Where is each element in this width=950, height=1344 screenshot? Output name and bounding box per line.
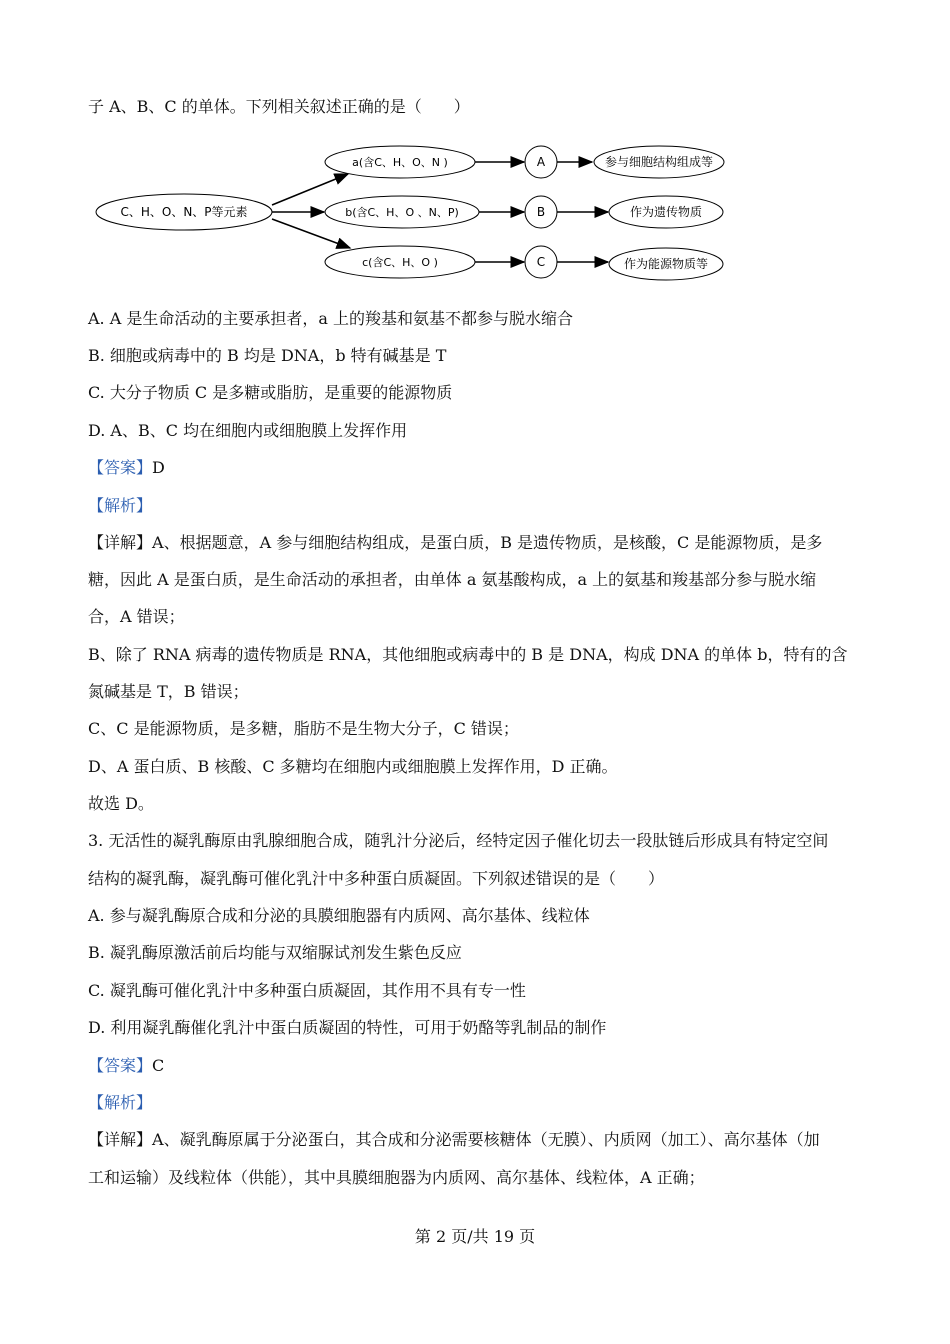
q3-option-d: D. 利用凝乳酶催化乳汁中蛋白质凝固的特性，可用于奶酪等乳制品的制作 [88, 1018, 607, 1037]
q2-detail-line-3: 合，A 错误； [88, 607, 185, 626]
polymer-B-label: B [536, 205, 546, 219]
elements-label: C、H、O、N、P等元素 [120, 205, 248, 219]
function-B-label: 作为遗传物质 [629, 205, 703, 219]
q2-option-b: B. 细胞或病毒中的 B 均是 DNA，b 特有碱基是 T [88, 346, 447, 365]
q2-answer [88, 457, 165, 479]
q3-analysis-label: 【解析】 [88, 1093, 153, 1112]
detail-text: A、凝乳酶原属于分泌蛋白，其合成和分泌需要核糖体（无膜）、内质网（加工）、高尔基体（加 [152, 1130, 820, 1149]
q2-detail-line-8: 故选 D。 [88, 794, 154, 813]
detail-label: 【详解】 [88, 533, 153, 552]
question-intro: 子 A、B、C 的单体。下列相关叙述正确的是（ ） [88, 97, 470, 116]
q2-detail-line-4: B、除了 RNA 病毒的遗传物质是 RNA，其他细胞或病毒中的 B 是 DNA，构成 DNA 的单体 b，特有的含 [88, 645, 848, 664]
q3-stem-line-1: 3. 无活性的凝乳酶原由乳腺细胞合成，随乳汁分泌后，经特定因子催化切去一段肽链后形成具有特定空间 [88, 831, 829, 850]
q2-detail-line-2: 糖，因此 A 是蛋白质，是生命活动的承担者，由单体 a 氨基酸构成，a 上的氨基和羧基部分参与脱水缩 [88, 570, 817, 589]
q2-option-a: A. A 是生命活动的主要承担者，a 上的羧基和氨基不都参与脱水缩合 [88, 309, 573, 328]
function-C-label: 作为能源物质等 [623, 257, 709, 271]
q2-analysis-label: 【解析】 [88, 496, 153, 515]
q3-stem-line-2: 结构的凝乳酶，凝乳酶可催化乳汁中多种蛋白质凝固。下列叙述错误的是（ ） [88, 869, 665, 888]
biomolecule-flow-diagram [0, 140, 950, 290]
q2-option-c: C. 大分子物质 C 是多糖或脂肪，是重要的能源物质 [88, 383, 453, 402]
q3-detail-line-1 [88, 1129, 820, 1151]
arrow-to-c [272, 219, 350, 248]
function-A-label: 参与细胞结构组成等 [604, 155, 714, 169]
answer-value: D [152, 458, 165, 477]
polymer-C-label: C [536, 255, 546, 269]
page-footer: 第 2 页/共 19 页 [414, 1227, 536, 1246]
q3-answer [88, 1055, 164, 1077]
q3-option-a: A. 参与凝乳酶原合成和分泌的具膜细胞器有内质网、高尔基体、线粒体 [88, 906, 590, 925]
monomer-c-label: c(含C、H、O ) [362, 256, 438, 269]
q3-option-c: C. 凝乳酶可催化乳汁中多种蛋白质凝固，其作用不具有专一性 [88, 981, 526, 1000]
q3-option-b: B. 凝乳酶原激活前后均能与双缩脲试剂发生紫色反应 [88, 943, 462, 962]
q2-detail-line-6: C、C 是能源物质，是多糖，脂肪不是生物大分子，C 错误； [88, 719, 519, 738]
q2-detail-line-7: D、A 蛋白质、B 核酸、C 多糖均在细胞内或细胞膜上发挥作用，D 正确。 [88, 757, 618, 776]
monomer-a-label: a(含C、H、O、N ) [352, 156, 448, 169]
detail-text: A、根据题意，A 参与细胞结构组成，是蛋白质，B 是遗传物质，是核酸，C 是能源物质，是多 [152, 533, 823, 552]
polymer-A-label: A [536, 155, 546, 169]
answer-value: C [152, 1056, 165, 1075]
arrow-to-a [272, 174, 348, 205]
monomer-b-label: b(含C、H、O 、N、P) [345, 206, 459, 219]
q3-detail-line-2: 工和运输）及线粒体（供能），其中具膜细胞器为内质网、高尔基体、线粒体，A 正确； [88, 1168, 705, 1187]
answer-label: 【答案】 [88, 458, 153, 477]
detail-label: 【详解】 [88, 1130, 153, 1149]
q2-detail-line-1 [88, 532, 822, 554]
answer-label: 【答案】 [88, 1056, 153, 1075]
q2-detail-line-5: 氮碱基是 T，B 错误； [88, 682, 249, 701]
q2-option-d: D. A、B、C 均在细胞内或细胞膜上发挥作用 [88, 421, 408, 440]
